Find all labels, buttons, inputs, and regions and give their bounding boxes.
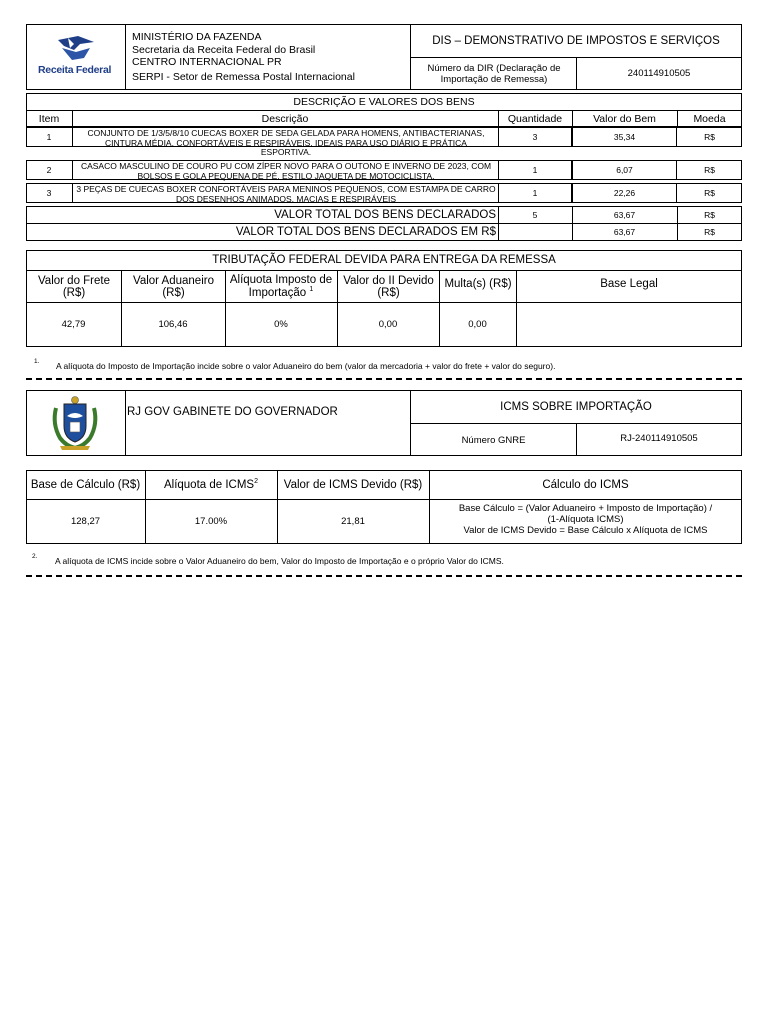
val-base-legal [516,303,742,346]
bens-section-title: DESCRIÇÃO E VALORES DOS BENS [293,95,475,108]
icms-hdr-aliquota-sup: 2 [254,478,259,486]
row-3-quantidade: 1 [532,188,538,198]
col-descricao: Descrição [261,112,309,125]
icms-hdr-calculo: Cálculo do ICMS [542,478,629,491]
icms-val-valor: 21,81 [341,516,365,527]
col-valor: Valor do Bem [593,112,656,125]
dir-number: 240114910505 [627,68,691,79]
divider [26,575,742,577]
icms-hdr-aliquota [145,470,277,499]
row-1-descricao: CONJUNTO DE 1/3/5/8/10 CUECAS BOXER DE SEDA GELADA PARA HOMENS, ANTIBACTERIANAS, CINTURA MÉDIA, CONFORTÁVEIS E RESPIRÁVEIS, IDEAIS PARA USO DIÁRIO E PRÁTICA ESPORTIVA. [87,128,485,157]
row-2-quantidade: 1 [532,165,538,175]
org-line-1: MINISTÉRIO DA FAZENDA [132,31,262,43]
row-3-valor: 22,26 [613,188,636,198]
rj-coat-of-arms [48,394,102,452]
footnote-1-mark: 1. [34,358,40,365]
col-item: Item [38,112,60,125]
total-moeda: R$ [704,210,715,220]
gnre-number: RJ-240114910505 [620,432,698,444]
icms-calculo-line-3: Valor de ICMS Devido = Base Cálculo x Alíquota de ICMS [463,525,708,536]
row-2-valor: 6,07 [616,165,633,175]
icms-calculo-line-2: (1-Alíquota ICMS) [547,514,624,525]
org-line-4: SERPI - Setor de Remessa Postal Internacional [132,71,355,83]
row-3-descricao: 3 PEÇAS DE CUECAS BOXER CONFORTÁVEIS PARA MENINOS PEQUENOS, COM ESTAMPA DE CARRO DOS DESENHOS ANIMADOS, MACIAS E RESPIRÁVEIS [76,184,496,204]
row-2-item: 2 [46,165,52,175]
total-brl-moeda: R$ [704,227,715,237]
col-moeda: Moeda [693,112,726,125]
row-1-quantidade: 3 [532,132,538,142]
row-3-moeda: R$ [704,188,715,198]
val-aduaneiro: 106,46 [158,319,188,330]
doc-title: DIS – DEMONSTRATIVO DE IMPOSTOS E SERVIÇOS [432,35,720,47]
icms-hdr-base: Base de Cálculo (R$) [30,478,141,491]
hdr-aliquota [226,271,336,302]
divider [26,378,742,380]
icms-val-aliquota: 17.00% [194,516,228,527]
total-label: VALOR TOTAL DOS BENS DECLARADOS [274,209,496,221]
tributacao-title: TRIBUTAÇÃO FEDERAL DEVIDA PARA ENTREGA DA REMESSA [212,254,556,266]
footnote-2-mark: 2. [32,553,38,560]
total-brl-valor: 63,67 [613,227,636,237]
org-line-2: Secretaria da Receita Federal do Brasil [132,44,316,56]
row-1-valor: 35,34 [613,132,636,142]
hdr-multa: Multa(s) (R$) [444,278,512,290]
row-3-item: 3 [46,188,52,198]
icms-title: ICMS SOBRE IMPORTAÇÃO [500,401,652,413]
val-multa: 0,00 [468,319,487,330]
val-ii: 0,00 [378,319,398,330]
hdr-aliquota-sup: 1 [309,286,314,294]
hdr-ii: Valor do II Devido (R$) [343,274,434,299]
footnote-2: A alíquota de ICMS incide sobre o Valor Aduaneiro do bem, Valor do Imposto de Importação e o próprio Valor do ICMS. [55,556,504,566]
icms-calculo-line-1: Base Cálculo = (Valor Aduaneiro + Imposto de Importação) / [458,503,713,514]
val-frete: 42,79 [61,319,86,330]
gnre-label: Número GNRE [461,434,526,446]
logo-text: Receita Federal [38,64,112,76]
org-line-3: CENTRO INTERNACIONAL PR [132,56,282,68]
row-1-item: 1 [46,132,52,142]
row-1-moeda: R$ [704,132,715,142]
col-quantidade: Quantidade [507,112,563,125]
receita-federal-logo [34,34,118,80]
row-2-moeda: R$ [704,165,715,175]
hdr-frete: Valor do Frete (R$) [37,274,110,299]
total-valor: 63,67 [613,210,636,220]
icms-calculo [429,503,742,536]
icms-val-base: 128,27 [70,516,101,527]
hdr-base-legal: Base Legal [600,278,658,290]
icms-entity: RJ GOV GABINETE DO GOVERNADOR [127,405,338,418]
coat-of-arms-icon [48,394,102,452]
hdr-aliquota-text: Alíquota Imposto de Importação [229,274,333,299]
total-quantidade: 5 [532,210,538,220]
val-aliquota: 0% [274,319,288,330]
icms-hdr-aliquota-text: Alíquota de ICMS [163,478,255,491]
icms-hdr-valor: Valor de ICMS Devido (R$) [283,478,423,491]
hdr-aduaneiro: Valor Aduaneiro (R$) [133,274,214,299]
total-brl-label: VALOR TOTAL DOS BENS DECLARADOS EM R$ [235,226,496,238]
row-2-descricao: CASACO MASCULINO DE COURO PU COM ZÍPER NOVO PARA O OUTONO E INVERNO DE 2023, COM BOLSOS E GOLA PEQUENA DE PÉ, ESTILO JAQUETA DE MOTOCICLISTA. [80,161,492,181]
footnote-1: A alíquota do Imposto de Importação incide sobre o valor Aduaneiro do bem (valor da mercadoria + valor do frete + valor do seguro). [56,361,556,371]
dir-label: Número da DIR (Declaração de Importação de Remessa) [427,62,561,85]
